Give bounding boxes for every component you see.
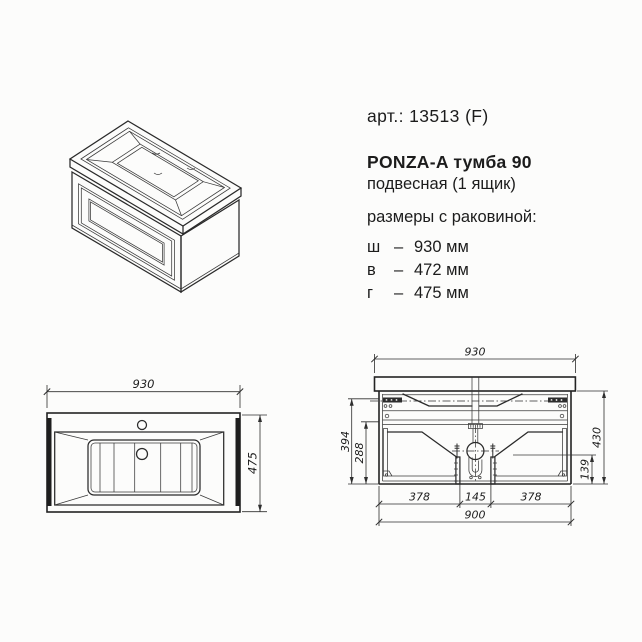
dim-dash: – xyxy=(394,261,404,279)
siphon-assembly xyxy=(452,425,499,482)
dimension-row-depth xyxy=(367,282,617,305)
dimensions-heading: размеры с раковиной: xyxy=(367,208,537,226)
left-height-label: 394 xyxy=(339,431,352,452)
vanity-3d-drawing xyxy=(70,121,241,292)
product-name: PONZA-A тумба 90 xyxy=(367,152,532,172)
drawer-slide-left xyxy=(383,398,402,403)
dimension-row-height xyxy=(367,259,617,282)
faucet-hole xyxy=(138,421,147,430)
front-view xyxy=(340,330,642,570)
dim-key: в xyxy=(367,261,376,279)
dimension-row-width xyxy=(367,236,617,259)
dim-value: 930 мм xyxy=(414,238,469,256)
top-view-depth-label: 475 xyxy=(245,452,260,474)
left-inner-height-label: 288 xyxy=(353,442,366,464)
dim-value: 475 мм xyxy=(414,284,469,302)
drain-hole xyxy=(137,449,148,460)
product-info xyxy=(367,106,617,305)
right-height-label: 430 xyxy=(590,427,604,448)
front-view-drawing xyxy=(339,346,608,527)
right-offset-label: 139 xyxy=(578,459,592,480)
bottom-total-label: 900 xyxy=(464,508,486,522)
top-view xyxy=(30,358,282,548)
top-view-depth-dimension xyxy=(242,415,267,512)
drawer-slide-right xyxy=(548,398,567,403)
left-inner-height-dimension xyxy=(353,422,379,484)
front-width-dimension xyxy=(371,346,578,374)
top-view-drawing xyxy=(44,377,267,512)
isometric-view xyxy=(26,104,316,338)
top-view-width-label: 930 xyxy=(132,377,155,391)
dim-dash: – xyxy=(394,238,404,256)
dim-dash: – xyxy=(394,284,404,302)
bottom-dimensions xyxy=(376,484,574,526)
dim-key: г xyxy=(367,284,374,302)
bottom-right-label: 378 xyxy=(520,490,542,504)
article-number: арт.: 13513 (F) xyxy=(367,106,489,126)
right-offset-dimension xyxy=(571,455,596,484)
drain-hole-arc xyxy=(154,173,162,175)
product-type: подвесная (1 ящик) xyxy=(367,175,516,193)
dim-key: ш xyxy=(367,238,381,256)
left-height-dimension xyxy=(339,399,379,484)
bottom-center-label: 145 xyxy=(465,490,486,504)
top-view-width-dimension xyxy=(44,377,243,408)
front-width-label: 930 xyxy=(464,345,486,359)
drawer-box-profile xyxy=(384,429,572,477)
dim-value: 472 мм xyxy=(414,261,469,279)
bottom-left-label: 378 xyxy=(409,490,430,504)
